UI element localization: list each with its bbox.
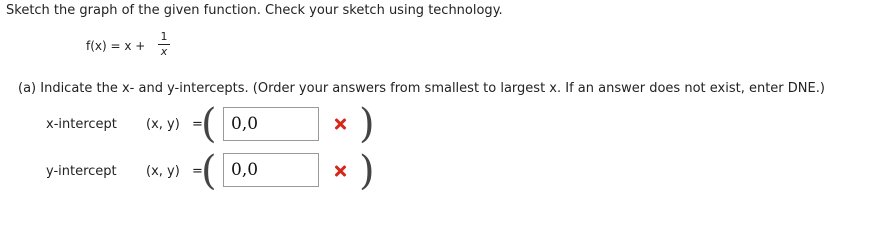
- y-intercept-open-paren: (: [201, 148, 217, 194]
- y-intercept-equals: =: [192, 164, 203, 179]
- y-intercept-close-paren: ): [359, 148, 375, 194]
- y-intercept-answer-box[interactable]: [223, 153, 319, 187]
- function-fraction: [158, 31, 170, 58]
- function-label: f(x) = x +: [86, 39, 146, 53]
- x-intercept-close-paren: ): [359, 101, 375, 147]
- x-intercept-equals: =: [192, 117, 203, 132]
- y-intercept-input[interactable]: [224, 154, 318, 186]
- incorrect-x-icon: [334, 118, 346, 130]
- x-intercept-open-paren: (: [201, 101, 217, 147]
- fraction-numerator: 1: [160, 30, 168, 43]
- y-intercept-coord-label: (x, y): [146, 164, 180, 179]
- part-a-prompt: (a) Indicate the x- and y-intercepts. (Order your answers from smallest to largest x. If an answer does not exist, enter DNE.): [18, 81, 825, 96]
- x-intercept-answer-box[interactable]: [223, 107, 319, 141]
- instructions-text: Sketch the graph of the given function. Check your sketch using technology.: [6, 3, 503, 18]
- y-intercept-label: y-intercept: [46, 164, 117, 179]
- x-intercept-label: x-intercept: [46, 117, 117, 132]
- x-intercept-input[interactable]: [224, 108, 318, 140]
- x-intercept-coord-label: (x, y): [146, 117, 180, 132]
- incorrect-x-icon: [334, 165, 346, 177]
- fraction-denominator: x: [160, 45, 168, 58]
